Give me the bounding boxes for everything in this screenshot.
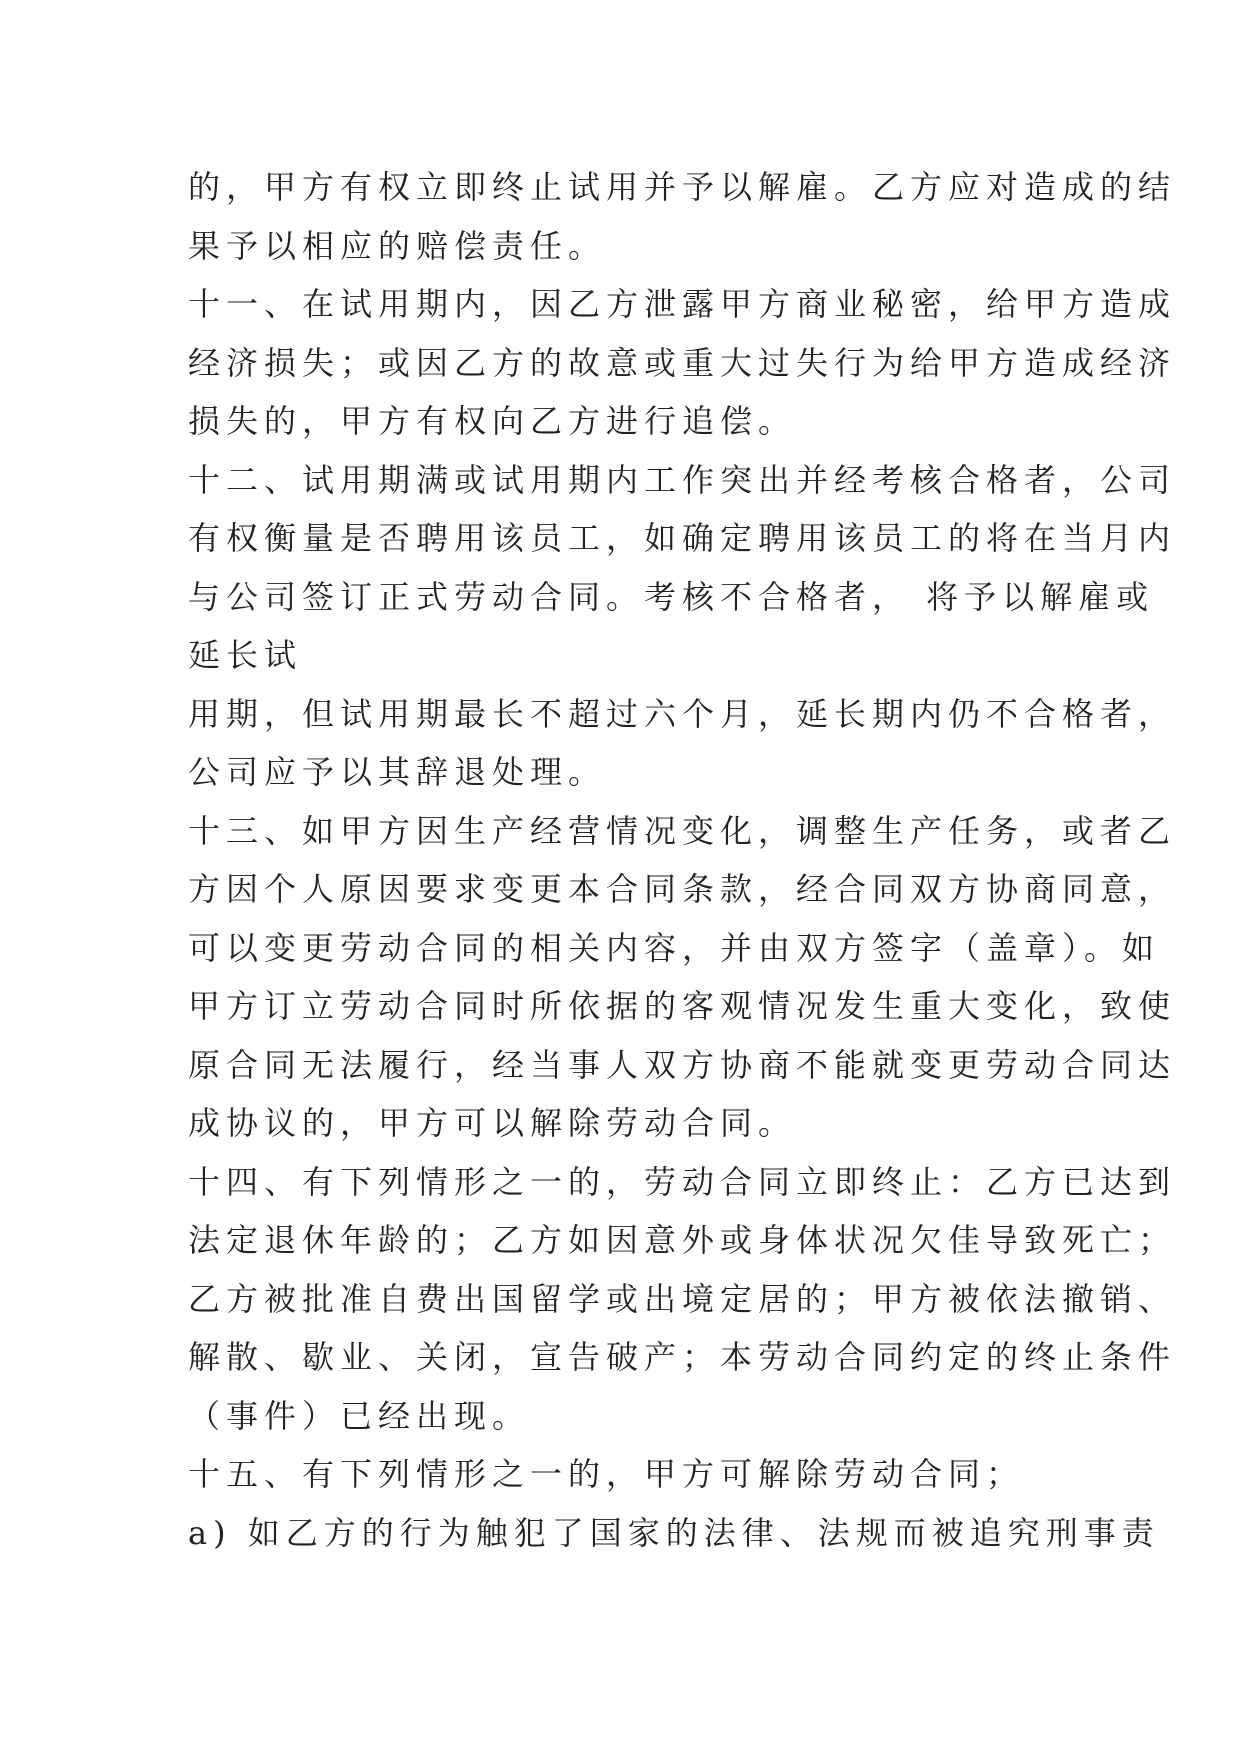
contract-text (188, 158, 1177, 1562)
text-line: 十二、试用期满或试用期内工作突出并经考核合格者，公司 (188, 460, 1177, 499)
text-line: 与公司签订正式劳动合同。考核不合格者， 将予以解雇或 (188, 577, 1155, 616)
text-line: 十四、有下列情形之一的，劳动合同立即终止：乙方已达到 (188, 1162, 1177, 1201)
text-line: 十五、有下列情形之一的，甲方可解除劳动合同； (188, 1455, 1025, 1493)
text-line: 原合同无法履行，经当事人双方协商不能就变更劳动合同达 (188, 1045, 1177, 1084)
text-line: 法定退休年龄的；乙方如因意外或身体状况欠佳导致死亡； (188, 1221, 1177, 1259)
text-line: 方因个人原因要求变更本合同条款，经合同双方协商同意， (188, 870, 1177, 908)
text-line: 经济损失；或因乙方的故意或重大过失行为给甲方造成经济 (188, 343, 1177, 382)
text-line: 有权衡量是否聘用该员工，如确定聘用该员工的将在当月内 (188, 519, 1177, 557)
text-line: 的，甲方有权立即终止试用并予以解雇。乙方应对造成的结 (188, 168, 1177, 206)
text-line: 甲方订立劳动合同时所依据的客观情况发生重大变化，致使 (188, 987, 1177, 1025)
text-line: 十一、在试用期内，因乙方泄露甲方商业秘密，给甲方造成 (188, 285, 1177, 323)
text-line: 成协议的，甲方可以解除劳动合同。 (188, 1104, 797, 1142)
text-line: 损失的，甲方有权向乙方进行追偿。 (188, 402, 797, 440)
text-line: 十三、如甲方因生产经营情况变化，调整生产任务，或者乙 (188, 811, 1177, 850)
text-line: 乙方被批准自费出国留学或出境定居的；甲方被依法撤销、 (188, 1279, 1177, 1318)
text-line: 延长试 (188, 636, 303, 674)
text-line: 果予以相应的赔偿责任。 (188, 226, 607, 265)
text-line: a) 如乙方的行为触犯了国家的法律、法规而被追究刑事责 (188, 1513, 1160, 1552)
text-line: 用期，但试用期最长不超过六个月，延长期内仍不合格者， (188, 694, 1177, 733)
text-line: 可以变更劳动合同的相关内容，并由双方签字（盖章）。如 (188, 928, 1161, 967)
text-line: （事件）已经出现。 (188, 1396, 531, 1435)
text-line: 公司应予以其辞退处理。 (188, 753, 607, 791)
text-line: 解散、歇业、关闭，宣告破产；本劳动合同约定的终止条件 (188, 1338, 1177, 1376)
